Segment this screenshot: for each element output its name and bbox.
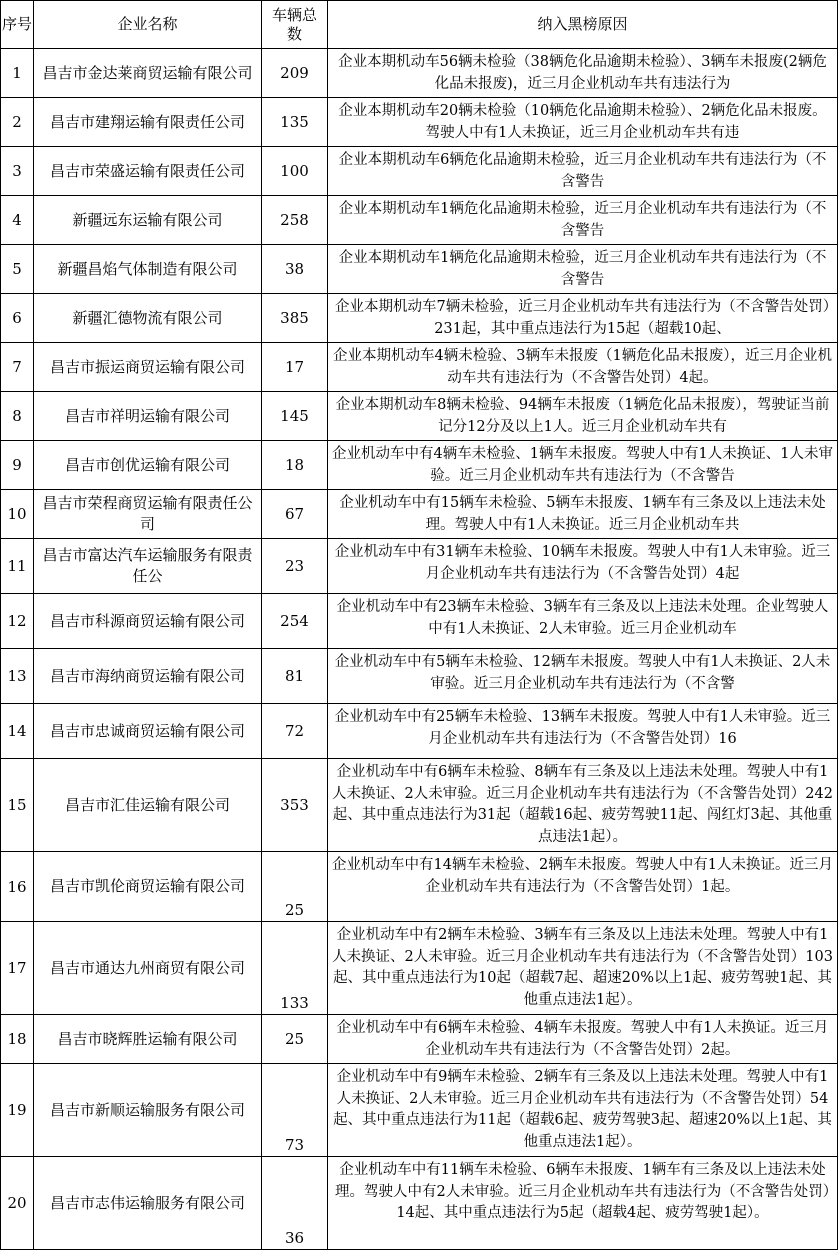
blacklist-reason-cell — [328, 852, 838, 922]
table-row — [1, 759, 838, 852]
blacklist-reason-cell — [328, 704, 838, 759]
vehicle-count: 133 — [262, 922, 328, 1015]
row-number: 11 — [1, 539, 34, 594]
company-name: 昌吉市新顺运输服务有限公司 — [34, 1064, 262, 1157]
table-row — [1, 649, 838, 704]
blacklist-reason-cell — [328, 49, 838, 98]
vehicle-count: 38 — [262, 245, 328, 294]
company-name: 昌吉市通达九州商贸有限公司 — [34, 922, 262, 1015]
table-row — [1, 1157, 838, 1250]
vehicle-count: 353 — [262, 759, 328, 852]
table-row — [1, 98, 838, 147]
vehicle-count: 81 — [262, 649, 328, 704]
blacklist-reason-cell — [328, 1064, 838, 1157]
vehicle-count: 73 — [262, 1064, 328, 1157]
table-row — [1, 490, 838, 539]
vehicle-count: 145 — [262, 392, 328, 441]
row-number: 1 — [1, 49, 34, 98]
blacklist-reason: 企业机动车中有15辆车未检验、5辆车未报废、1辆车有三条及以上违法未处理。驾驶人中有1人未换证。近三月企业机动车共 — [339, 495, 826, 533]
row-number: 2 — [1, 98, 34, 147]
blacklist-reason-cell — [328, 147, 838, 196]
table-row — [1, 147, 838, 196]
vehicle-count: 18 — [262, 441, 328, 490]
company-name: 昌吉市创优运输有限公司 — [34, 441, 262, 490]
table-row — [1, 539, 838, 594]
row-number: 17 — [1, 922, 34, 1015]
row-number: 12 — [1, 594, 34, 649]
vehicle-count: 23 — [262, 539, 328, 594]
row-number: 16 — [1, 852, 34, 922]
table-row — [1, 49, 838, 98]
blacklist-reason-cell — [328, 245, 838, 294]
blacklist-reason-cell — [328, 392, 838, 441]
blacklist-reason-cell — [328, 196, 838, 245]
blacklist-reason: 企业本期机动车1辆危化品逾期未检验，近三月企业机动车共有违法行为（不含警告 — [338, 201, 827, 239]
table-row — [1, 1015, 838, 1064]
company-name: 昌吉市海纳商贸运输有限公司 — [34, 649, 262, 704]
row-number: 10 — [1, 490, 34, 539]
header-count-line1: 车辆总 — [271, 5, 317, 24]
vehicle-count: 36 — [262, 1157, 328, 1250]
blacklist-reason: 企业本期机动车4辆未检验、3辆车未报废（1辆危化品未报废），近三月企业机动车共有违法行为（不含警告处罚）4起。 — [333, 348, 832, 386]
vehicle-count: 100 — [262, 147, 328, 196]
table-row — [1, 704, 838, 759]
row-number: 5 — [1, 245, 34, 294]
vehicle-count: 209 — [262, 49, 328, 98]
row-number: 18 — [1, 1015, 34, 1064]
row-number: 13 — [1, 649, 34, 704]
blacklist-reason: 企业机动车中有2辆车未检验、3辆车有三条及以上违法未处理。驾驶人中有1人未换证、2人未审验。近三月企业机动车共有违法行为（不含警告处罚）103起、其中重点违法行为10起（超载7起、超速20%以上1起、疲劳驾驶1起、其他重点违法1起）。 — [332, 927, 833, 1008]
blacklist-reason: 企业本期机动车7辆未检验，近三月企业机动车共有违法行为（不含警告处罚）231起，其中重点违法行为15起（超载10起、 — [335, 299, 830, 337]
blacklist-reason-cell — [328, 490, 838, 539]
blacklist-reason: 企业机动车中有9辆车未检验、2辆车有三条及以上违法未处理。驾驶人中有1人未换证、2人未审验。近三月企业机动车共有违法行为（不含警告处罚）54起、其中重点违法行为11起（超载6起、疲劳驾驶3起、超速20%以上1起、其他重点违法1起）。 — [333, 1069, 832, 1150]
row-number: 4 — [1, 196, 34, 245]
table-row — [1, 1064, 838, 1157]
header-no: 序号 — [1, 1, 34, 49]
blacklist-reason: 企业机动车中有5辆车未检验、12辆车未报废。驾驶人中有1人未换证、2人未审验。近三月企业机动车共有违法行为（不含警 — [334, 654, 831, 692]
company-name: 昌吉市凯伦商贸运输有限公司 — [34, 852, 262, 922]
row-number: 9 — [1, 441, 34, 490]
blacklist-reason-cell — [328, 1015, 838, 1064]
company-name: 昌吉市振运商贸运输有限公司 — [34, 343, 262, 392]
company-name: 昌吉市建翔运输有限责任公司 — [34, 98, 262, 147]
company-name: 昌吉市忠诚商贸运输有限公司 — [34, 704, 262, 759]
blacklist-reason-cell — [328, 343, 838, 392]
blacklist-reason: 企业机动车中有6辆车未检验、8辆车有三条及以上违法未处理。驾驶人中有1人未换证、2人未审验。近三月企业机动车共有违法行为（不含警告处罚）242起、其中重点违法行为31起（超载16起、疲劳驾驶11起、闯红灯3起、其他重点违法1起）。 — [332, 764, 833, 845]
row-number: 15 — [1, 759, 34, 852]
row-number: 19 — [1, 1064, 34, 1157]
company-name: 昌吉市荣盛运输有限责任公司 — [34, 147, 262, 196]
company-name: 昌吉市汇佳运输有限公司 — [34, 759, 262, 852]
blacklist-reason: 企业本期机动车8辆未检验、94辆车未报废（1辆危化品未报废），驾驶证当前记分12分及以上1人。近三月企业机动车共有 — [335, 397, 830, 435]
blacklist-reason: 企业机动车中有23辆车未检验、3辆车有三条及以上违法未处理。企业驾驶人中有1人未换证、2人未审验。近三月企业机动车 — [336, 599, 829, 637]
table-row — [1, 196, 838, 245]
header-count — [262, 1, 328, 49]
vehicle-count: 17 — [262, 343, 328, 392]
vehicle-count: 258 — [262, 196, 328, 245]
header-name: 企业名称 — [34, 1, 262, 49]
company-name: 昌吉市金达莱商贸运输有限公司 — [34, 49, 262, 98]
vehicle-count: 25 — [262, 1015, 328, 1064]
vehicle-count: 67 — [262, 490, 328, 539]
row-number: 14 — [1, 704, 34, 759]
blacklist-reason-cell — [328, 1157, 838, 1250]
blacklist-reason: 企业本期机动车56辆未检验（38辆危化品逾期未检验）、3辆车未报废(2辆危化品未报废)，近三月企业机动车共有违法行为 — [338, 54, 827, 92]
blacklist-reason-cell — [328, 594, 838, 649]
blacklist-reason: 企业本期机动车6辆危化品逾期未检验，近三月企业机动车共有违法行为（不含警告 — [338, 152, 827, 190]
blacklist-reason-cell — [328, 98, 838, 147]
company-name: 昌吉市科源商贸运输有限公司 — [34, 594, 262, 649]
row-number: 20 — [1, 1157, 34, 1250]
table-row — [1, 343, 838, 392]
blacklist-reason-cell — [328, 649, 838, 704]
blacklist-reason-cell — [328, 294, 838, 343]
vehicle-count: 254 — [262, 594, 328, 649]
table-row — [1, 922, 838, 1015]
row-number: 3 — [1, 147, 34, 196]
company-name: 新疆昌焰气体制造有限公司 — [34, 245, 262, 294]
blacklist-reason: 企业本期机动车1辆危化品逾期未检验，近三月企业机动车共有违法行为（不含警告 — [338, 250, 827, 288]
table-row — [1, 245, 838, 294]
row-number: 7 — [1, 343, 34, 392]
blacklist-reason-cell — [328, 539, 838, 594]
vehicle-count: 25 — [262, 852, 328, 922]
company-name: 昌吉市志伟运输服务有限公司 — [34, 1157, 262, 1250]
table-row — [1, 441, 838, 490]
company-name: 新疆远东运输有限公司 — [34, 196, 262, 245]
blacklist-reason-cell — [328, 759, 838, 852]
blacklist-reason: 企业机动车中有6辆车未检验、4辆车未报废。驾驶人中有1人未换证。近三月企业机动车共有违法行为（不含警告处罚）2起。 — [336, 1020, 829, 1058]
row-number: 8 — [1, 392, 34, 441]
table-row — [1, 852, 838, 922]
company-name: 新疆汇德物流有限公司 — [34, 294, 262, 343]
header-count-line2: 数 — [286, 24, 302, 43]
blacklist-reason: 企业机动车中有25辆车未检验、13辆车未报废。驾驶人中有1人未审验。近三月企业机动车共有违法行为（不含警告处罚）16 — [334, 709, 831, 747]
header-reason: 纳入黑榜原因 — [328, 1, 838, 49]
vehicle-count: 135 — [262, 98, 328, 147]
row-number: 6 — [1, 294, 34, 343]
header-row — [1, 1, 838, 49]
vehicle-count: 385 — [262, 294, 328, 343]
table-row — [1, 594, 838, 649]
vehicle-count: 72 — [262, 704, 328, 759]
table-row — [1, 392, 838, 441]
blacklist-reason: 企业机动车中有31辆车未检验、10辆车未报废。驾驶人中有1人未审验。近三月企业机动车共有违法行为（不含警告处罚）4起 — [334, 544, 831, 582]
blacklist-reason: 企业机动车中有14辆车未检验、2辆车未报废。驾驶人中有1人未换证。近三月企业机动车共有违法行为（不含警告处罚）1起。 — [332, 857, 833, 895]
company-name: 昌吉市荣程商贸运输有限责任公司 — [34, 490, 262, 539]
blacklist-reason: 企业机动车中有11辆车未检验、6辆车未报废、1辆车有三条及以上违法未处理。驾驶人中有2人未审验。近三月企业机动车共有违法行为（不含警告处罚）14起、其中重点违法行为5起（超载4起、疲劳驾驶1起）。 — [335, 1162, 830, 1221]
blacklist-reason-cell — [328, 441, 838, 490]
company-name: 昌吉市富达汽车运输服务有限责任公 — [34, 539, 262, 594]
blacklist-reason: 企业机动车中有4辆车未检验、1辆车未报废。驾驶人中有1人未换证、1人未审验。近三月企业机动车共有违法行为（不含警告 — [332, 446, 833, 484]
table-row — [1, 294, 838, 343]
company-name: 昌吉市晓辉胜运输有限公司 — [34, 1015, 262, 1064]
company-name: 昌吉市祥明运输有限公司 — [34, 392, 262, 441]
blacklist-reason: 企业本期机动车20辆未检验（10辆危化品逾期未检验）、2辆危化品未报废。驾驶人中有1人未换证，近三月企业机动车共有违 — [338, 103, 827, 141]
blacklist-reason-cell — [328, 922, 838, 1015]
